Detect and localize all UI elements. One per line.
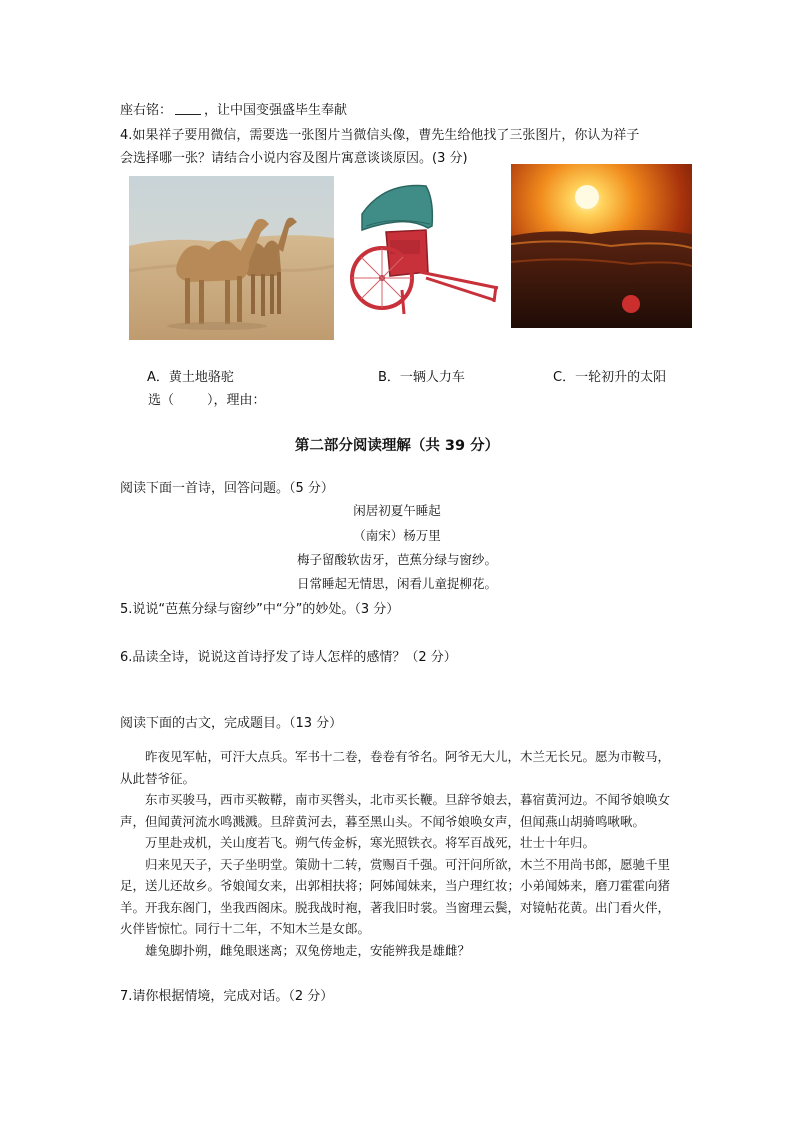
motto-prefix: 座右铭： xyxy=(120,103,173,118)
motto-line xyxy=(120,99,347,118)
classic-paragraph: 东市买骏马，西市买鞍鞯，南市买辔头，北市买长鞭。旦辞爷娘去，暮宿黄河边。不闻爷娘唤女声，但闻黄河流水鸣溅溅。旦辞黄河去，暮至黑山头。不闻爷娘唤女声，但闻燕山胡骑鸣啾啾。 xyxy=(120,792,671,829)
caption-c: C．一轮初升的太阳 xyxy=(553,370,667,385)
q6: 6.品读全诗，说说这首诗抒发了诗人怎样的感情？（2 分） xyxy=(120,650,457,665)
caption-a: A．黄土地骆驼 xyxy=(147,370,234,385)
classic-text xyxy=(120,746,674,961)
q5: 5.说说“芭蕉分绿与窗纱”中“分”的妙处。（3 分） xyxy=(120,602,400,617)
poem-author: （南宋）杨万里 xyxy=(353,528,441,543)
classic-paragraph: 万里赴戎机，关山度若飞。朔气传金柝，寒光照铁衣。将军百战死，壮士十年归。 xyxy=(145,835,596,850)
classic-paragraph: 归来见天子，天子坐明堂。策勋十二转，赏赐百千强。可汗问所欲，木兰不用尚书郎，愿驰千里足，送儿还故乡。爷娘闻女来，出郭相扶将；阿姊闻妹来，当户理红妆；小弟闻姊来，磨刀霍霍向猪羊。开我东阁门，坐我西阁床。脱我战时袍，著我旧时裳。当窗理云鬓，对镜帖花黄。出门看火伴，火伴皆惊忙。同行十二年，不知木兰是女郎。 xyxy=(120,856,671,936)
q4-line2: 会选择哪一张？请结合小说内容及图片寓意谈谈原因。(3 分) xyxy=(120,151,468,166)
sunrise-photo xyxy=(511,164,692,328)
choice-line[interactable]: 选（ ），理由： xyxy=(148,393,266,408)
motto-suffix: ，让中国变强盛毕生奉献 xyxy=(204,103,348,118)
poem-intro: 阅读下面一首诗，回答问题。（5 分） xyxy=(120,481,334,496)
answer-blank[interactable] xyxy=(175,102,201,115)
q4-line1: 4.如果祥子要用微信，需要选一张图片当微信头像，曹先生给他找了三张图片，你认为祥子 xyxy=(120,128,640,143)
poem-line-2: 日常睡起无情思，闲看儿童捉柳花。 xyxy=(296,576,497,591)
q7: 7.请你根据情境，完成对话。（2 分） xyxy=(120,989,334,1004)
classic-paragraph: 昨夜见军帖，可汗大点兵。军书十二卷，卷卷有爷名。阿爷无大儿，木兰无长兄。愿为市鞍马，从此替爷征。 xyxy=(120,749,671,786)
poem-line-1: 梅子留酸软齿牙，芭蕉分绿与窗纱。 xyxy=(296,552,497,567)
caption-b: B．一辆人力车 xyxy=(378,370,465,385)
classic-intro: 阅读下面的古文，完成题目。（13 分） xyxy=(120,716,343,731)
classic-paragraph: 雄兔脚扑朔，雌兔眼迷离；双兔傍地走，安能辨我是雄雌？ xyxy=(145,942,471,958)
camel-photo xyxy=(129,176,334,340)
rickshaw-photo xyxy=(344,180,504,320)
poem-title: 闲居初夏午睡起 xyxy=(353,503,441,518)
part2-heading: 第二部分阅读理解（共 39 分） xyxy=(294,438,500,454)
